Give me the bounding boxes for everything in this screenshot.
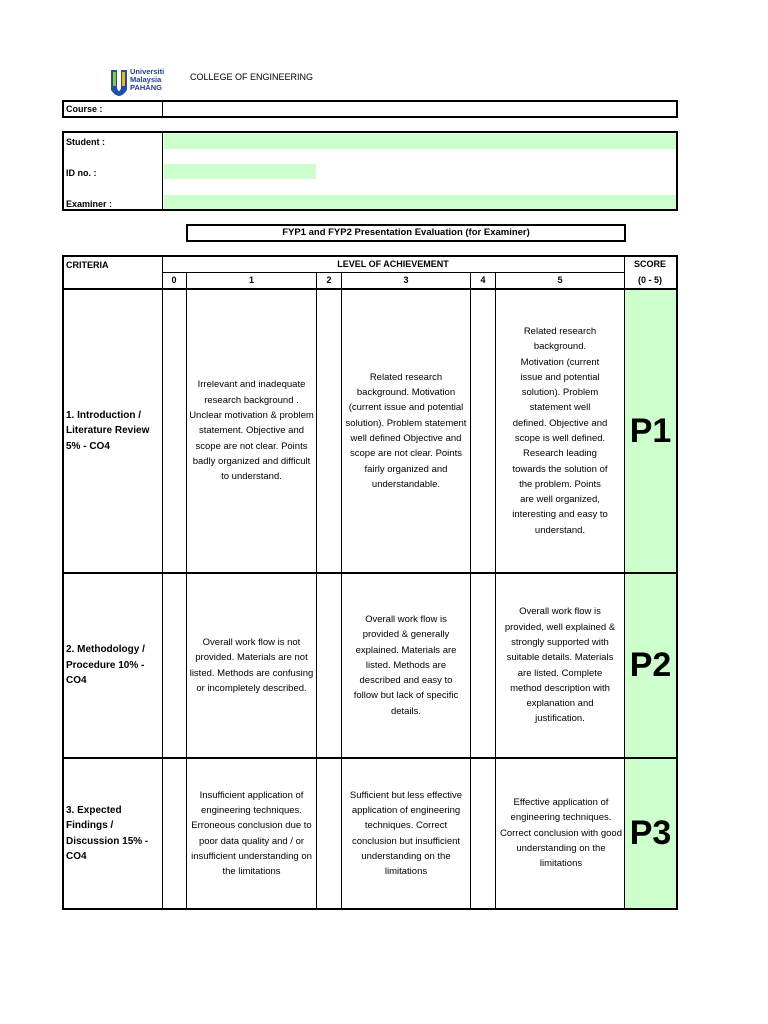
score-header: SCORE	[633, 259, 666, 269]
score-p2[interactable]: P2	[625, 574, 676, 757]
id-label: ID no. :	[66, 168, 97, 178]
course-label: Course :	[66, 104, 103, 114]
student-field[interactable]	[164, 134, 676, 149]
level-header: LEVEL OF ACHIEVEMENT	[337, 259, 449, 269]
logo-emblem-icon	[110, 68, 128, 100]
row3-level1-text: Insufficient application of engineering techniques. Erroneous conclusion due to poor data quality and / or insufficient understanding on the limitations	[191, 789, 312, 878]
level-3: 3	[403, 275, 409, 285]
id-field[interactable]	[164, 164, 316, 179]
examiner-label: Examiner :	[66, 199, 113, 209]
college-name: COLLEGE OF ENGINEERING	[190, 72, 314, 82]
level-4: 4	[480, 275, 486, 285]
examiner-field[interactable]	[164, 195, 676, 209]
student-info-block	[62, 131, 678, 211]
criteria-methodology: 2. Methodology / Procedure 10% - CO4	[66, 644, 145, 687]
row3-level3-text: Sufficient but less effective application of engineering techniques. Correct conclusion but insufficient understanding on the limitations	[349, 789, 463, 878]
form-title: FYP1 and FYP2 Presentation Evaluation (for Examiner)	[186, 224, 626, 242]
row2-level5-text: Overall work flow is provided, well explained & strongly supported with suitable details. Materials are listed. Complete method description with explanation and justification.	[504, 606, 616, 725]
level-0: 0	[171, 275, 177, 285]
criteria-header: CRITERIA	[66, 260, 109, 270]
row2-level3-text: Overall work flow is provided & generally explained. Materials are listed. Methods are described and easy to follow but lack of specific details.	[353, 613, 459, 717]
score-p3[interactable]: P3	[625, 759, 676, 908]
course-field[interactable]	[164, 102, 676, 116]
course-row	[62, 100, 678, 118]
criteria-findings: 3. Expected Findings / Discussion 15% - CO4	[66, 804, 149, 862]
score-p1[interactable]: P1	[625, 290, 676, 572]
level-2: 2	[326, 275, 332, 285]
row1-level1-text: Irrelevant and inadequate research background . Unclear motivation & problem statement. Objective and scope are not clear. Points badly organized and difficult to understand.	[189, 379, 314, 483]
row1-level5-text: Related research background. Motivation (current issue and potential solution). Problem statement well defined. Objective and scope is well defined. Research leading towards the solution of the problem. Points are well organized, interesting and easy to understand.	[512, 325, 608, 536]
criteria-introduction: 1. Introduction / Literature Review 5% - CO4	[66, 409, 150, 452]
logo-text	[130, 68, 164, 92]
score-range: (0 - 5)	[637, 275, 662, 285]
level-1: 1	[248, 275, 254, 285]
row1-level3-text: Related research background. Motivation (current issue and potential solution). Problem statement well defined Objective and scope are not clear. Points fairly organized and understandable.	[345, 371, 467, 490]
student-label: Student :	[66, 137, 105, 147]
university-logo	[110, 68, 172, 100]
row2-level1-text: Overall work flow is not provided. Materials are not listed. Methods are confusing or incompletely described.	[189, 636, 314, 694]
logo-line-3: PAHANG	[130, 83, 162, 92]
logo-line-2: Malaysia	[130, 75, 162, 84]
level-5: 5	[557, 275, 563, 285]
rubric-table	[62, 255, 678, 910]
logo-line-1: Universiti	[130, 67, 165, 76]
row3-level5-text: Effective application of engineering techniques. Correct conclusion with good understanding on the limitations	[500, 797, 622, 870]
